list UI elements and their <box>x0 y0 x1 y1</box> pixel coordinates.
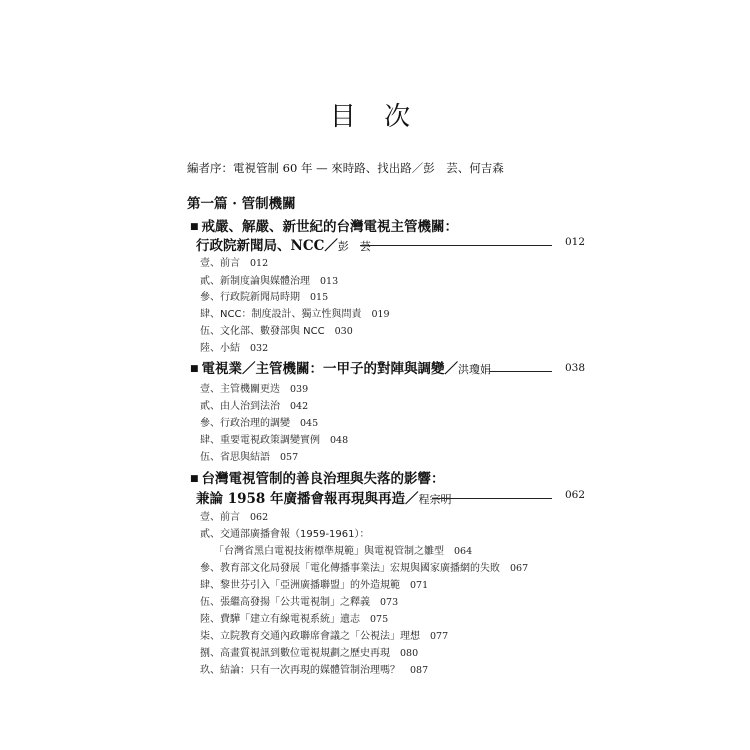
section-item[interactable]: 貳、由人治到法治 042 <box>200 401 309 412</box>
chapter-3-title-line2[interactable] <box>196 487 451 507</box>
page-title: 目 次 <box>329 102 421 132</box>
section-item[interactable]: 壹、前言 012 <box>200 258 269 269</box>
section-item[interactable]: 貳、交通部廣播會報（1959-1961）： <box>200 529 370 540</box>
section-item[interactable]: 參、教育部文化局發展「電化傳播事業法」宏規與國家廣播網的失敗 067 <box>200 563 529 574</box>
chapter-3-subtitle: 兼論 1958 年廣播會報再現與再造／ <box>196 491 419 507</box>
chapter-3-author: 程宗明 <box>418 493 452 506</box>
section-item-continued[interactable]: 「台灣省黑白電視技術標準規範」與電視管制之雛型 064 <box>214 546 473 557</box>
section-item[interactable]: 參、行政院新聞局時期 015 <box>200 292 329 303</box>
chapter-2-page: 038 <box>565 362 586 374</box>
section-item[interactable]: 玖、結論：只有一次再現的媒體管制治理嗎？ 087 <box>200 665 429 676</box>
chapter-2-title-text: 電視業／主管機關：一甲子的對陣與調變／ <box>201 361 459 377</box>
section-item[interactable]: 捌、高畫質視訊到數位電視規劃之歷史再現 080 <box>200 648 419 659</box>
section-item[interactable]: 肆、黎世芬引入「亞洲廣播聯盟」的外造規範 071 <box>200 580 429 591</box>
section-item[interactable]: 柒、立院教育交通內政聯席會議之「公視法」理想 077 <box>200 631 449 642</box>
chapter-2-title[interactable] <box>190 360 491 379</box>
section-item[interactable]: 伍、省思與結語 057 <box>200 452 299 463</box>
preface-entry[interactable]: 編者序：電視管制 60 年 — 來時路、找出路／彭 芸、何吉森 <box>187 161 504 175</box>
section-item[interactable]: 肆、重要電視政策調變實例 048 <box>200 435 349 446</box>
section-item[interactable]: 伍、文化部、數發部與 NCC 030 <box>200 326 353 337</box>
square-bullet-icon: ■ <box>190 222 199 232</box>
chapter-1-title-text: 戒嚴、解嚴、新世紀的台灣電視主管機關： <box>201 219 459 235</box>
chapter-1-author: 彭 芸 <box>337 240 371 253</box>
chapter-3-title-text: 台灣電視管制的善良治理與失落的影響： <box>201 471 445 487</box>
chapter-1-title-line2[interactable] <box>196 234 371 254</box>
section-item[interactable]: 伍、張繼高發揚「公共電視制」之釋義 073 <box>200 597 399 608</box>
chapter-2-author: 洪瓊娟 <box>458 363 492 376</box>
square-bullet-icon: ■ <box>190 474 199 484</box>
section-item[interactable]: 陸、小結 032 <box>200 343 269 354</box>
leader-line <box>360 245 552 246</box>
part-heading: 第一篇 · 管制機關 <box>187 196 296 212</box>
square-bullet-icon: ■ <box>190 364 199 374</box>
chapter-3-page: 062 <box>565 489 586 501</box>
section-item[interactable]: 參、行政治理的調變 045 <box>200 418 319 429</box>
section-item[interactable]: 陸、費驊「建立有線電視系統」遺志 075 <box>200 614 389 625</box>
section-item[interactable]: 貳、新制度論與媒體治理 013 <box>200 276 339 287</box>
chapter-3-title-line1[interactable] <box>190 470 445 488</box>
section-item[interactable]: 壹、前言 062 <box>200 512 269 523</box>
leader-line <box>490 371 552 372</box>
chapter-1-page: 012 <box>565 236 586 248</box>
leader-line <box>432 498 552 499</box>
chapter-1-subtitle: 行政院新聞局、NCC／ <box>196 238 338 254</box>
section-item[interactable]: 肆、NCC：制度設計、獨立性與問責 019 <box>200 309 390 320</box>
section-item[interactable]: 壹、主管機關更迭 039 <box>200 384 309 395</box>
